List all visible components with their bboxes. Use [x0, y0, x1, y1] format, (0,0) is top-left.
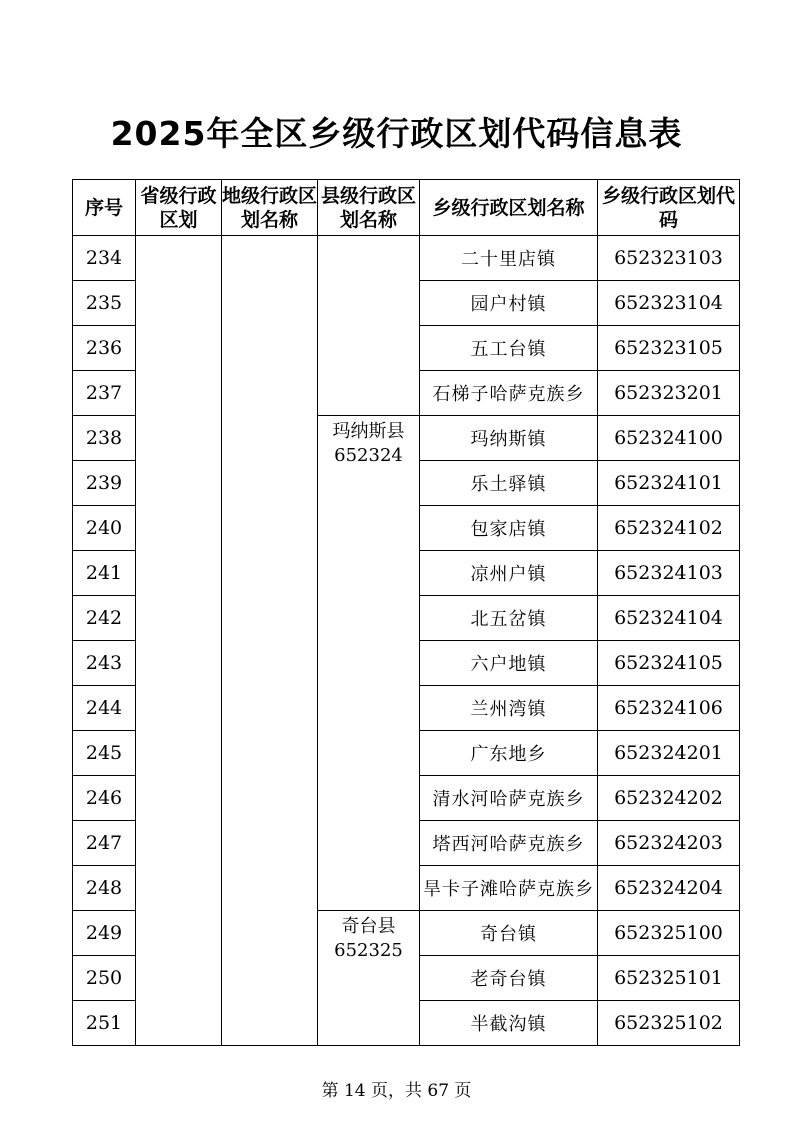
row-township-name: 凉州户镇: [420, 551, 598, 596]
row-seq: 238: [73, 416, 136, 461]
row-seq: 246: [73, 776, 136, 821]
row-township-code: 652324106: [598, 686, 740, 731]
table-row: [73, 236, 740, 281]
row-township-code: 652324102: [598, 506, 740, 551]
row-township-name: 六户地镇: [420, 641, 598, 686]
row-township-code: 652324101: [598, 461, 740, 506]
row-township-code: 652324105: [598, 641, 740, 686]
page-footer: 第 14 页，共 67 页: [321, 1081, 472, 1101]
county-cell: [318, 416, 420, 911]
row-township-code: 652325102: [598, 1001, 740, 1046]
row-township-code: 652325101: [598, 956, 740, 1001]
row-township-name: 旱卡子滩哈萨克族乡: [420, 866, 598, 911]
township-code-table: [72, 179, 740, 1046]
row-seq: 237: [73, 371, 136, 416]
row-seq: 247: [73, 821, 136, 866]
row-township-name: 玛纳斯镇: [420, 416, 598, 461]
row-township-name: 园户村镇: [420, 281, 598, 326]
row-seq: 251: [73, 1001, 136, 1046]
row-township-code: 652324100: [598, 416, 740, 461]
county-name: 奇台县: [341, 916, 396, 937]
row-seq: 243: [73, 641, 136, 686]
row-seq: 244: [73, 686, 136, 731]
row-seq: 241: [73, 551, 136, 596]
row-township-code: 652325100: [598, 911, 740, 956]
row-township-code: 652323105: [598, 326, 740, 371]
row-township-name: 石梯子哈萨克族乡: [420, 371, 598, 416]
table-body: [73, 236, 740, 1046]
row-township-code: 652324201: [598, 731, 740, 776]
row-seq: 245: [73, 731, 136, 776]
county-cell: [318, 911, 420, 1046]
header-township: 乡级行政区划名称: [420, 180, 598, 236]
county-code: 652325: [334, 940, 403, 961]
row-seq: 240: [73, 506, 136, 551]
row-township-code: 652324103: [598, 551, 740, 596]
row-township-name: 包家店镇: [420, 506, 598, 551]
row-seq: 250: [73, 956, 136, 1001]
row-township-name: 半截沟镇: [420, 1001, 598, 1046]
row-township-code: 652323103: [598, 236, 740, 281]
province-cell: [136, 236, 222, 1046]
row-seq: 234: [73, 236, 136, 281]
row-township-name: 清水河哈萨克族乡: [420, 776, 598, 821]
row-township-name: 老奇台镇: [420, 956, 598, 1001]
row-seq: 249: [73, 911, 136, 956]
header-province: 省级行政区划: [136, 180, 222, 236]
row-seq: 242: [73, 596, 136, 641]
row-township-name: 二十里店镇: [420, 236, 598, 281]
row-seq: 248: [73, 866, 136, 911]
county-name: 玛纳斯县: [332, 421, 405, 442]
header-seq: 序号: [73, 180, 136, 236]
row-township-name: 奇台镇: [420, 911, 598, 956]
row-township-code: 652324203: [598, 821, 740, 866]
row-seq: 235: [73, 281, 136, 326]
row-township-code: 652323104: [598, 281, 740, 326]
county-code: 652324: [334, 445, 403, 466]
header-county: 县级行政区划名称: [318, 180, 420, 236]
row-township-name: 五工台镇: [420, 326, 598, 371]
row-township-name: 北五岔镇: [420, 596, 598, 641]
row-township-code: 652324202: [598, 776, 740, 821]
county-cell-continued: [318, 236, 420, 416]
header-code: 乡级行政区划代码: [598, 180, 740, 236]
row-township-name: 兰州湾镇: [420, 686, 598, 731]
prefecture-cell: [222, 236, 318, 1046]
row-township-code: 652323201: [598, 371, 740, 416]
row-township-code: 652324104: [598, 596, 740, 641]
header-prefecture: 地级行政区划名称: [222, 180, 318, 236]
row-township-code: 652324204: [598, 866, 740, 911]
row-seq: 236: [73, 326, 136, 371]
row-township-name: 塔西河哈萨克族乡: [420, 821, 598, 866]
page-title: 2025年全区乡级行政区划代码信息表: [110, 114, 683, 153]
row-seq: 239: [73, 461, 136, 506]
row-township-name: 广东地乡: [420, 731, 598, 776]
row-township-name: 乐土驿镇: [420, 461, 598, 506]
table-header-row: [73, 180, 740, 236]
